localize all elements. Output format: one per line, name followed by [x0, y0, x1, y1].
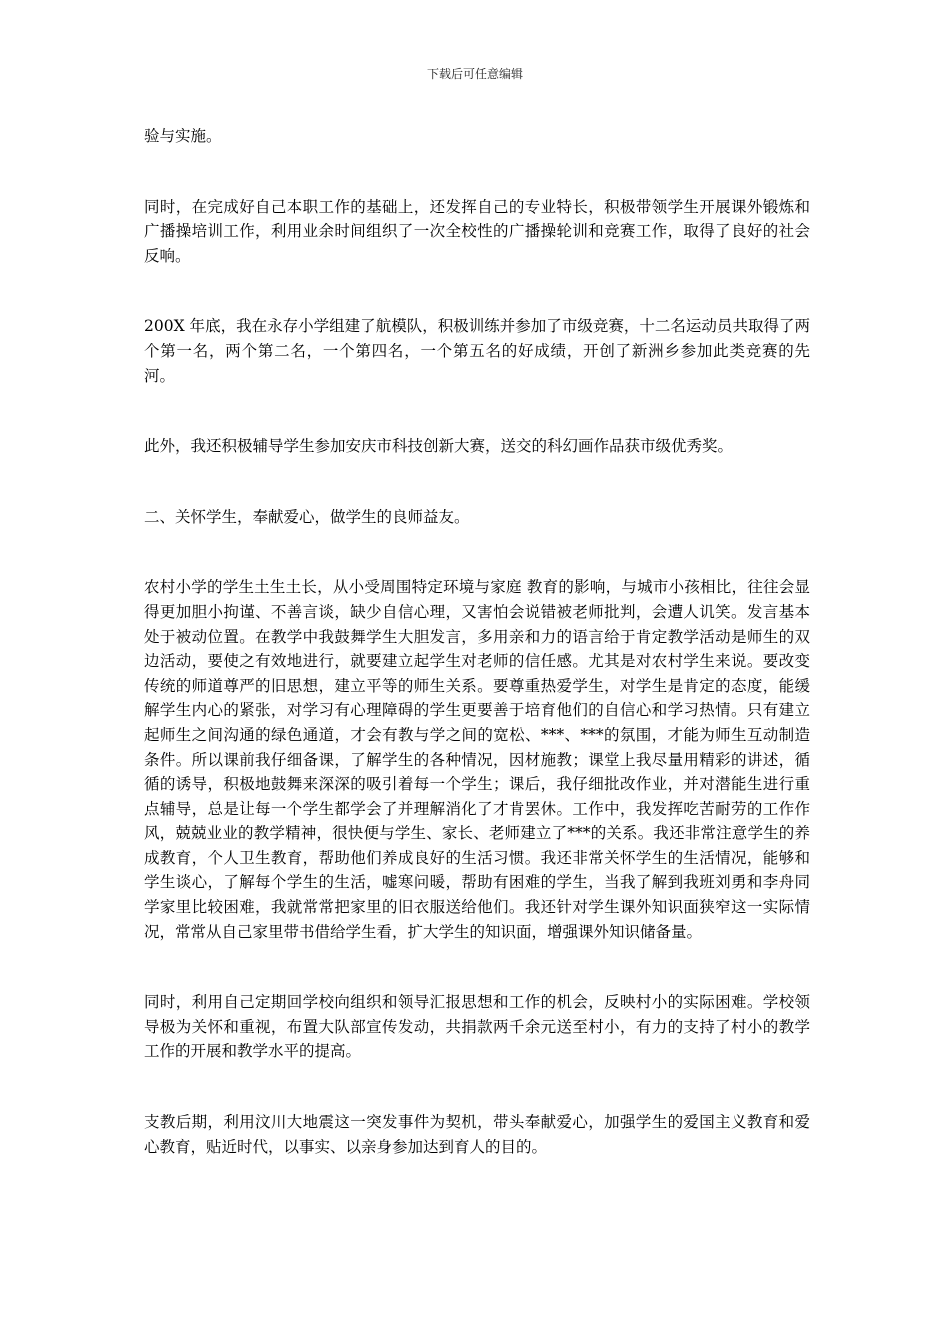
page-header: 下载后可任意编辑	[426, 67, 523, 81]
paragraph-broadcast-exercise: 同时，在完成好自己本职工作的基础上，还发挥自己的专业特长，积极带领学生开展课外锻炼和广播操培训工作，利用业余时间组织了一次全校性的广播操轮训和竞赛工作，取得了良好的社会反响。	[144, 197, 810, 265]
paragraph-gap	[144, 268, 810, 314]
paragraph-rural-students: 农村小学的学生土生土长，从小受周围特定环境与家庭 教育的影响，与城市小孩相比，往往会显得更加胆小拘谨、不善言谈，缺少自信心理，又害怕会说错被老师批判，会遭人讥笑。发言基本处于被动位置。在教学中我鼓舞学生大胆发言，多用亲和力的语言给于肯定教学活动是师生的双边活动，要使之有效地进行，就要建立起学生对老师的信任感。尤其是对农村学生来说。要改变传统的师道尊严的旧思想，建立平等的师生关系。要尊重热爱学生，对学生是肯定的态度，能缓解学生内心的紧张，对学习有心理障碍的学生更要善于培育他们的自信心和学习热情。只有建立起师生之间沟通的绿色通道，才会有教与学之间的宽松、***、***的氛围，才能为师生互动制造条件。所以课前我仔细备课，了解学生的各种情况，因材施教；课堂上我尽量用精彩的讲述，循循的诱导，积极地鼓舞来深深的吸引着每一个学生；课后，我仔细批改作业，并对潜能生进行重点辅导，总是让每一个学生都学会了并理解消化了才肯罢休。工作中，我发挥吃苦耐劳的工作作风，兢兢业业的教学精神，很快便与学生、家长、老师建立了***的关系。我还非常注意学生的养成教育，个人卫生教育，帮助他们养成良好的生活习惯。我还非常关怀学生的生活情况，能够和学生谈心，了解每个学生的生活，嘘寒问暖，帮助有困难的学生，当我了解到我班刘勇和李舟同学家里比较困难，我就常常把家里的旧衣服送给他们。我还针对学生课外知识面狭窄这一实际情况，常常从自己家里带书借给学生看，扩大学生的知识面，增强课外知识储备量。	[144, 578, 810, 941]
paragraph-gap	[144, 459, 810, 505]
paragraph-continuation: 验与实施。	[144, 127, 222, 145]
paragraph-school-support: 同时，利用自己定期回学校向组织和领导汇报思想和工作的机会，反映村小的实际困难。学校领导极为关怀和重视，布置大队部宣传发动，共捐款两千余元送至村小，有力的支持了村小的教学工作的开展和教学水平的提高。	[144, 993, 810, 1061]
paragraph-gap	[144, 1064, 810, 1110]
paragraph-science-contest: 此外，我还积极辅导学生参加安庆市科技创新大赛，送交的科幻画作品获市级优秀奖。	[144, 437, 734, 456]
paragraph-gap	[144, 529, 810, 575]
paragraph-gap	[144, 944, 810, 990]
section-heading-care-students: 二、关怀学生，奉献爱心，做学生的良师益友。	[144, 507, 470, 526]
paragraph-gap	[144, 388, 810, 434]
paragraph-earthquake-education: 支教后期，利用汶川大地震这一突发事件为契机，带头奉献爱心，加强学生的爱国主义教育和爱心教育，贴近时代，以事实、以亲身参加达到育人的目的。	[144, 1113, 810, 1156]
paragraph-gap	[144, 149, 810, 195]
paragraph-model-aircraft-team: 200X 年底，我在永存小学组建了航模队，积极训练并参加了市级竞赛，十二名运动员共取得了两个第一名，两个第二名，一个第四名，一个第五名的好成绩，开创了新洲乡参加此类竞赛的先河。	[144, 317, 810, 385]
document-body	[144, 124, 810, 1159]
